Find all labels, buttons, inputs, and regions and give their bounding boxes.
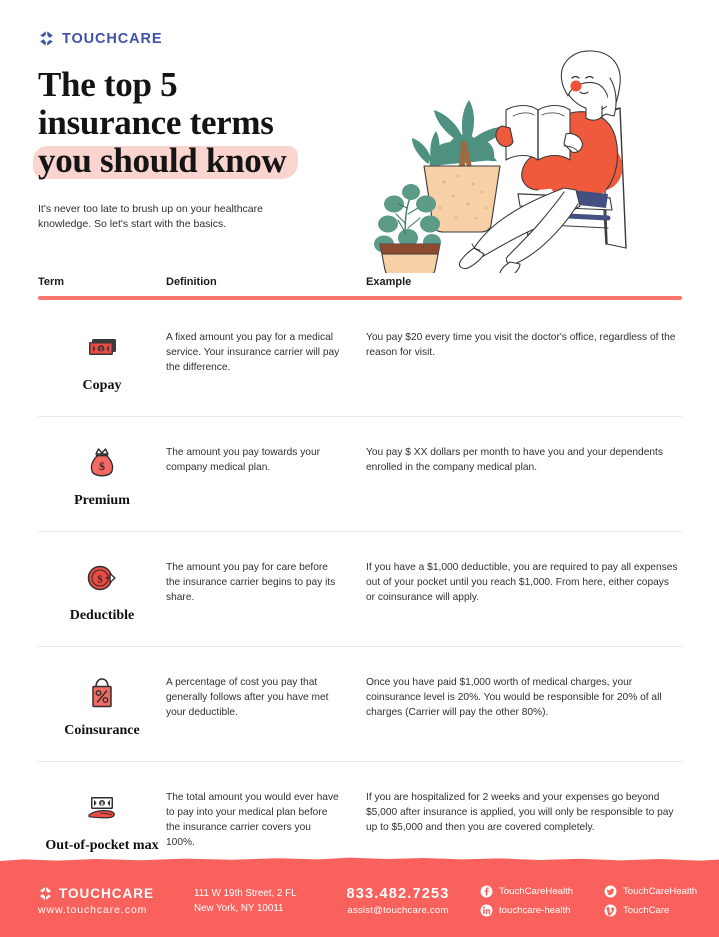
page-title-line-3-text: you should know <box>38 141 287 180</box>
svg-text:$: $ <box>97 573 103 586</box>
table-row <box>38 647 682 762</box>
table-header-rule <box>38 296 682 300</box>
term-cell <box>38 671 166 739</box>
touchcare-logo-mark-icon <box>38 886 53 901</box>
social-handle: touchcare-health <box>499 905 571 916</box>
term-cell <box>38 326 166 394</box>
column-header-example: Example <box>366 276 412 288</box>
footer-phone[interactable]: 833.482.7253 <box>346 886 450 902</box>
term-label: Out-of-pocket max <box>45 838 159 853</box>
term-cell <box>38 786 166 854</box>
social-link-twitter[interactable] <box>604 885 714 898</box>
footer-website-link[interactable]: www.touchcare.com <box>38 904 148 916</box>
page-title-line-1: The top 5 <box>38 65 178 104</box>
svg-text:$: $ <box>99 459 105 473</box>
definition-cell: A fixed amount you pay for a medical service. Your insurance carrier will pay the difference. <box>166 332 340 373</box>
footer-brand-lockup <box>38 886 194 901</box>
facebook-icon <box>480 885 493 898</box>
coin-with-arrow-icon <box>82 558 122 598</box>
vimeo-icon <box>604 904 617 917</box>
address-line-2: New York, NY 10011 <box>194 903 284 914</box>
stacked-banknotes-icon <box>82 328 122 368</box>
social-handle: TouchCareHealth <box>623 886 698 897</box>
footer-address <box>194 886 334 916</box>
address-line-1: 111 W 19th Street, 2 FL <box>194 888 297 899</box>
column-header-term: Term <box>38 276 65 288</box>
example-cell: If you are hospitalized for 2 weeks and your expenses go beyond $5,000 after insurance is applied, you will only be responsible to pay up to $5,000 and then you are covered completely. <box>366 792 674 833</box>
page-title-line-2: insurance terms <box>38 103 274 142</box>
social-handle: TouchCare <box>623 905 670 916</box>
footer-email[interactable]: assist@touchcare.com <box>347 905 449 916</box>
svg-text:$: $ <box>100 801 104 808</box>
social-handle: TouchCareHealth <box>499 886 574 897</box>
definition-cell: A percentage of cost you pay that generally follows after you have met your deductible. <box>166 677 329 718</box>
insurance-terms-table <box>38 276 682 876</box>
hero-subtitle: It's never too late to brush up on your healthcare knowledge. So let's start with the basics. <box>38 203 263 230</box>
example-cell: You pay $20 every time you visit the doctor's office, regardless of the reason for visit. <box>366 332 676 358</box>
example-cell: If you have a $1,000 deductible, you are required to pay all expenses out of your pocket until you reach $1,000. From here, either copays or coinsurance will apply. <box>366 562 678 603</box>
definition-cell: The amount you pay towards your company medical plan. <box>166 447 321 473</box>
example-cell: You pay $ XX dollars per month to have you and your dependents enrolled in the company medical plan. <box>366 447 663 473</box>
term-label: Deductible <box>69 608 135 623</box>
twitter-icon <box>604 885 617 898</box>
table-header-row <box>38 276 682 296</box>
page-footer <box>0 865 719 937</box>
touchcare-logo-mark-icon <box>38 30 55 47</box>
woman-reading-book-with-plants-illustration <box>358 48 698 273</box>
social-link-vimeo[interactable] <box>604 904 714 917</box>
definition-cell: The amount you pay for care before the insurance carrier begins to pay its share. <box>166 562 336 603</box>
table-row <box>38 417 682 532</box>
term-cell <box>38 556 166 624</box>
term-label: Premium <box>74 493 130 508</box>
example-cell: Once you have paid $1,000 worth of medical charges, your coinsurance level is 20%. You would be responsible for 20% of all charges (Carrier will pay the other 80%). <box>366 677 662 718</box>
money-bag-icon <box>82 443 122 483</box>
table-row <box>38 302 682 417</box>
footer-brand-name: TOUCHCARE <box>59 886 155 901</box>
term-cell <box>38 441 166 509</box>
hand-holding-money-icon <box>82 788 122 828</box>
table-row <box>38 532 682 647</box>
page-title-line-3 <box>38 142 286 180</box>
footer-contact <box>334 886 462 916</box>
social-link-facebook[interactable] <box>480 885 598 898</box>
brand-name: TOUCHCARE <box>62 30 163 47</box>
svg-text:$: $ <box>99 347 103 354</box>
hero-section <box>38 66 358 232</box>
percent-shopping-bag-icon <box>82 673 122 713</box>
footer-brand <box>38 886 194 916</box>
term-label: Coinsurance <box>64 723 140 738</box>
definition-cell: The total amount you would ever have to pay into your medical plan before the insurance carrier covers you 100%. <box>166 792 339 848</box>
footer-social-links <box>462 885 714 917</box>
footer-content <box>0 865 719 937</box>
linkedin-icon <box>480 904 493 917</box>
brand-header <box>38 30 162 47</box>
social-link-linkedin[interactable] <box>480 904 598 917</box>
term-label: Copay <box>82 378 122 393</box>
column-header-definition: Definition <box>166 276 217 288</box>
